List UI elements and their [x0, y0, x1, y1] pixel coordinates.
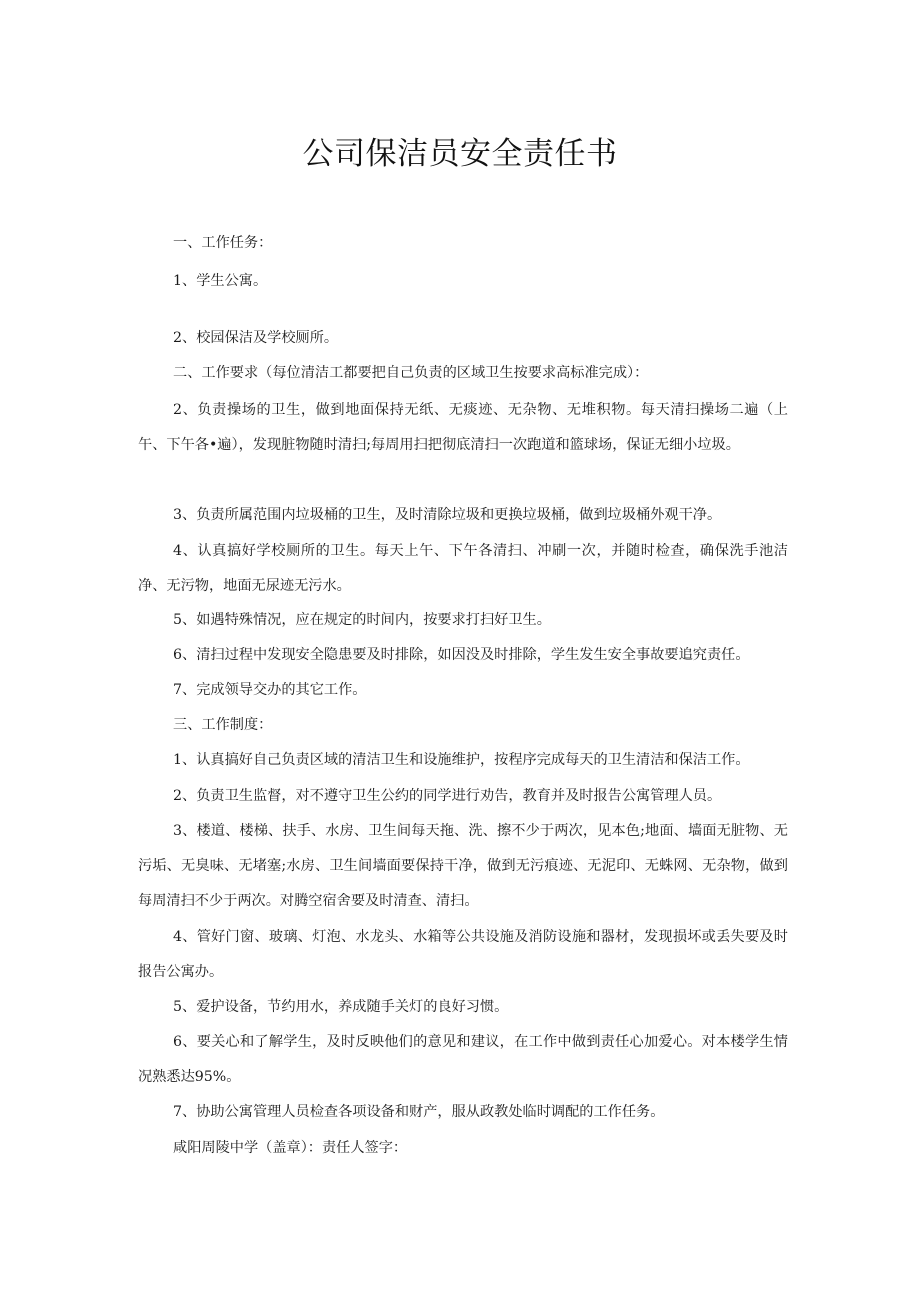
section-heading-work-tasks: 一、工作任务：: [173, 235, 273, 251]
section-heading-work-requirements: 二、工作要求（每位清洁工都要把自己负责的区域卫生按要求高标准完成）：: [173, 365, 649, 381]
document-title: 公司保洁员安全责任书: [302, 136, 618, 172]
paragraph: 3、楼道、楼梯、扶手、水房、卫生间每天拖、洗、擦不少于两次，见本色;地面、墙面无脏物、无污垢、无臭味、无堵塞;水房、卫生间墙面要保持干净，做到无污痕迹、无泥印、无蛛网、无杂物，做到每周清扫不少于两次。对腾空宿舍要及时清查、清扫。: [138, 823, 788, 909]
paragraph: 1、认真搞好自己负责区域的清洁卫生和设施维护，按程序完成每天的卫生清洁和保洁工作。: [173, 752, 750, 768]
signature-line: 咸阳周陵中学（盖章）：责任人签字：: [173, 1140, 408, 1156]
paragraph: 7、协助公寓管理人员检查各项设备和财产，服从政教处临时调配的工作任务。: [173, 1104, 665, 1120]
paragraph: 5、爱护设备，节约用水，养成随手关灯的良好习惯。: [173, 999, 509, 1015]
paragraph: 2、负责卫生监督，对不遵守卫生公约的同学进行劝告，教育并及时报告公寓管理人员。: [173, 788, 722, 804]
paragraph: 6、要关心和了解学生，及时反映他们的意见和建议，在工作中做到责任心加爱心。对本楼学生情况熟悉达95%。: [138, 1034, 788, 1085]
section-heading-work-rules: 三、工作制度：: [173, 717, 273, 733]
paragraph: 2、校园保洁及学校厕所。: [173, 330, 339, 346]
paragraph: 5、如遇特殊情况，应在规定的时间内，按要求打扫好卫生。: [173, 612, 551, 628]
paragraph: 4、管好门窗、玻璃、灯泡、水龙头、水箱等公共设施及消防设施和器材，发现损坏或丢失要及时报告公寓办。: [138, 929, 788, 980]
paragraph: 6、清扫过程中发现安全隐患要及时排除，如因没及时排除，学生发生安全事故要追究责任。: [173, 647, 750, 663]
paragraph: 7、完成领导交办的其它工作。: [173, 682, 367, 698]
paragraph: 1、学生公寓。: [173, 273, 268, 289]
paragraph: 3、负责所属范围内垃圾桶的卫生，及时清除垃圾和更换垃圾桶，做到垃圾桶外观干净。: [173, 507, 722, 523]
paragraph: 2、负责操场的卫生，做到地面保持无纸、无痰迹、无杂物、无堆积物。每天清扫操场二遍（上午、下午各•遍），发现脏物随时清扫;每周用扫把彻底清扫一次跑道和篮球场，保证无细小垃圾。: [138, 402, 788, 453]
paragraph: 4、认真搞好学校厕所的卫生。每天上午、下午各清扫、冲刷一次，并随时检查，确保洗手池洁净、无污物，地面无尿迹无污水。: [138, 543, 788, 594]
